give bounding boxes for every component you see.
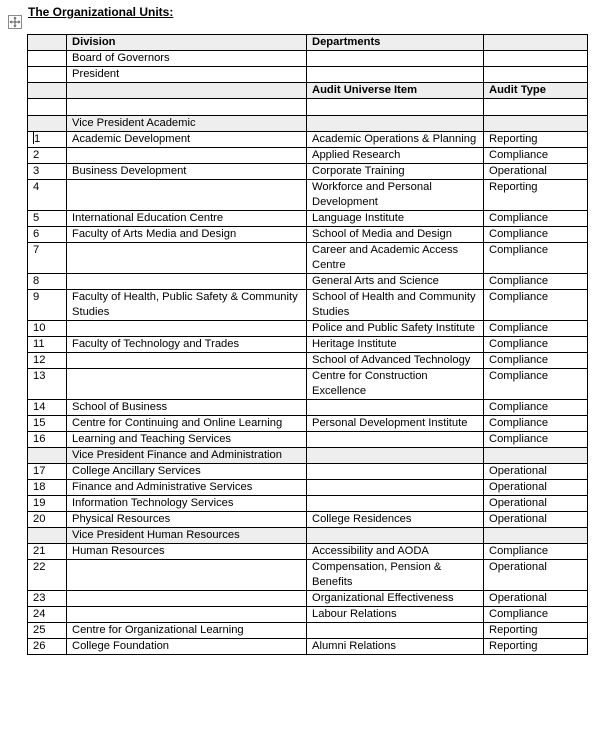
division-cell	[67, 369, 307, 400]
division-cell: Information Technology Services	[67, 496, 307, 512]
audit-item-cell: School of Advanced Technology	[307, 353, 484, 369]
audit-type-cell: Compliance	[484, 321, 588, 337]
division-cell: Physical Resources	[67, 512, 307, 528]
audit-item-cell: Heritage Institute	[307, 337, 484, 353]
row-number: 13	[28, 369, 67, 400]
division-cell: Human Resources	[67, 544, 307, 560]
audit-header-row	[28, 83, 588, 99]
row-number: 17	[28, 464, 67, 480]
table-row	[28, 639, 588, 655]
audit-type-cell: Compliance	[484, 607, 588, 623]
audit-item-cell: Centre for Construction Excellence	[307, 369, 484, 400]
row-number: 19	[28, 496, 67, 512]
header-empty-cell	[484, 35, 588, 51]
row-number: 23	[28, 591, 67, 607]
division-cell	[67, 180, 307, 211]
table-row	[28, 623, 588, 639]
audit-item-cell: Accessibility and AODA	[307, 544, 484, 560]
audit-type-cell: Compliance	[484, 211, 588, 227]
table-row	[28, 432, 588, 448]
row-number: 20	[28, 512, 67, 528]
audit-item-cell: Applied Research	[307, 148, 484, 164]
audit-item-cell	[307, 400, 484, 416]
audit-item-cell: Career and Academic Access Centre	[307, 243, 484, 274]
audit-item-cell: Organizational Effectiveness	[307, 591, 484, 607]
division-cell: Faculty of Arts Media and Design	[67, 227, 307, 243]
division-cell: Faculty of Technology and Trades	[67, 337, 307, 353]
division-cell: Centre for Organizational Learning	[67, 623, 307, 639]
president: President	[67, 67, 307, 83]
row-number: 15	[28, 416, 67, 432]
audit-type-cell: Operational	[484, 496, 588, 512]
section-row	[28, 116, 588, 132]
section-title: Vice President Finance and Administration	[67, 448, 307, 464]
row-number: 8	[28, 274, 67, 290]
table-row	[28, 464, 588, 480]
audit-type-cell: Compliance	[484, 369, 588, 400]
audit-item-cell: Police and Public Safety Institute	[307, 321, 484, 337]
audit-item-cell: School of Health and Community Studies	[307, 290, 484, 321]
division-cell: Finance and Administrative Services	[67, 480, 307, 496]
audit-item-cell	[307, 623, 484, 639]
table-row	[28, 132, 588, 148]
table-row	[28, 369, 588, 400]
row-number: 9	[28, 290, 67, 321]
row-number: 25	[28, 623, 67, 639]
division-cell	[67, 560, 307, 591]
section-title: Vice President Human Resources	[67, 528, 307, 544]
audit-type-cell: Compliance	[484, 400, 588, 416]
row-number: 14	[28, 400, 67, 416]
row-number: 10	[28, 321, 67, 337]
audit-item-cell: Alumni Relations	[307, 639, 484, 655]
audit-type-cell: Compliance	[484, 227, 588, 243]
table-row	[28, 148, 588, 164]
audit-item-cell	[307, 480, 484, 496]
division-cell	[67, 321, 307, 337]
audit-type-cell: Compliance	[484, 290, 588, 321]
row-number: 26	[28, 639, 67, 655]
division-cell	[67, 607, 307, 623]
row-number: 6	[28, 227, 67, 243]
audit-item-cell	[307, 432, 484, 448]
section-row	[28, 528, 588, 544]
table-row	[28, 607, 588, 623]
audit-type-cell: Reporting	[484, 180, 588, 211]
row-number: 5	[28, 211, 67, 227]
audit-type-cell: Reporting	[484, 639, 588, 655]
division-cell: College Ancillary Services	[67, 464, 307, 480]
table-row	[28, 164, 588, 180]
text-cursor	[33, 132, 34, 144]
row-number: 12	[28, 353, 67, 369]
audit-type-cell: Compliance	[484, 416, 588, 432]
audit-item-cell: Labour Relations	[307, 607, 484, 623]
header-departments: Departments	[307, 35, 484, 51]
division-cell: International Education Centre	[67, 211, 307, 227]
audit-item-cell: School of Media and Design	[307, 227, 484, 243]
table-row	[28, 591, 588, 607]
division-cell: Centre for Continuing and Online Learning	[67, 416, 307, 432]
audit-item-cell: Corporate Training	[307, 164, 484, 180]
audit-type-cell: Compliance	[484, 243, 588, 274]
audit-type-cell: Operational	[484, 560, 588, 591]
row-number: 16	[28, 432, 67, 448]
table-row	[28, 480, 588, 496]
audit-type-cell: Operational	[484, 480, 588, 496]
audit-type-cell: Compliance	[484, 337, 588, 353]
document-title: The Organizational Units:	[28, 5, 174, 19]
division-cell	[67, 591, 307, 607]
header-division: Division	[67, 35, 307, 51]
audit-item-cell: Personal Development Institute	[307, 416, 484, 432]
row-number: 4	[28, 180, 67, 211]
division-cell: Business Development	[67, 164, 307, 180]
audit-type-cell: Compliance	[484, 544, 588, 560]
audit-type-cell: Compliance	[484, 148, 588, 164]
audit-type-cell: Compliance	[484, 432, 588, 448]
header-num-cell	[28, 35, 67, 51]
president-row	[28, 67, 588, 83]
table-row	[28, 400, 588, 416]
header-row	[28, 35, 588, 51]
table-row	[28, 416, 588, 432]
division-cell: Learning and Teaching Services	[67, 432, 307, 448]
audit-type-cell: Compliance	[484, 353, 588, 369]
audit-item-cell: General Arts and Science	[307, 274, 484, 290]
row-number: 3	[28, 164, 67, 180]
audit-type-cell: Reporting	[484, 623, 588, 639]
row-number: 22	[28, 560, 67, 591]
row-number: 7	[28, 243, 67, 274]
row-number: 11	[28, 337, 67, 353]
table-row	[28, 227, 588, 243]
division-cell	[67, 274, 307, 290]
board-of-governors: Board of Governors	[67, 51, 307, 67]
board-row	[28, 51, 588, 67]
audit-type-cell: Operational	[484, 464, 588, 480]
audit-item-cell: Language Institute	[307, 211, 484, 227]
table-move-handle-icon[interactable]	[8, 15, 22, 29]
table-row	[28, 243, 588, 274]
table-row	[28, 353, 588, 369]
division-cell: College Foundation	[67, 639, 307, 655]
table-row	[28, 180, 588, 211]
table-row	[28, 274, 588, 290]
table-row	[28, 544, 588, 560]
audit-item-cell: Compensation, Pension & Benefits	[307, 560, 484, 591]
division-cell: Academic Development	[67, 132, 307, 148]
audit-item-cell: Workforce and Personal Development	[307, 180, 484, 211]
section-row	[28, 448, 588, 464]
row-number: 2	[28, 148, 67, 164]
section-title: Vice President Academic	[67, 116, 307, 132]
division-cell: School of Business	[67, 400, 307, 416]
audit-type-cell: Reporting	[484, 132, 588, 148]
division-cell	[67, 148, 307, 164]
header-audit-universe-item: Audit Universe Item	[307, 83, 484, 99]
table-row	[28, 560, 588, 591]
division-cell: Faculty of Health, Public Safety & Community Studies	[67, 290, 307, 321]
table-row	[28, 337, 588, 353]
row-number: 24	[28, 607, 67, 623]
audit-type-cell: Operational	[484, 512, 588, 528]
row-number: 1	[28, 132, 67, 148]
row-number: 18	[28, 480, 67, 496]
org-units-table	[27, 34, 588, 655]
audit-item-cell: Academic Operations & Planning	[307, 132, 484, 148]
table-row	[28, 290, 588, 321]
table-row	[28, 211, 588, 227]
table-row	[28, 321, 588, 337]
audit-item-cell: College Residences	[307, 512, 484, 528]
division-cell	[67, 353, 307, 369]
audit-type-cell: Compliance	[484, 274, 588, 290]
row-number: 21	[28, 544, 67, 560]
table-row	[28, 512, 588, 528]
audit-type-cell: Operational	[484, 164, 588, 180]
header-audit-type: Audit Type	[484, 83, 588, 99]
audit-item-cell	[307, 496, 484, 512]
table-row	[28, 496, 588, 512]
audit-item-cell	[307, 464, 484, 480]
audit-type-cell: Operational	[484, 591, 588, 607]
blank-row	[28, 99, 588, 116]
division-cell	[67, 243, 307, 274]
